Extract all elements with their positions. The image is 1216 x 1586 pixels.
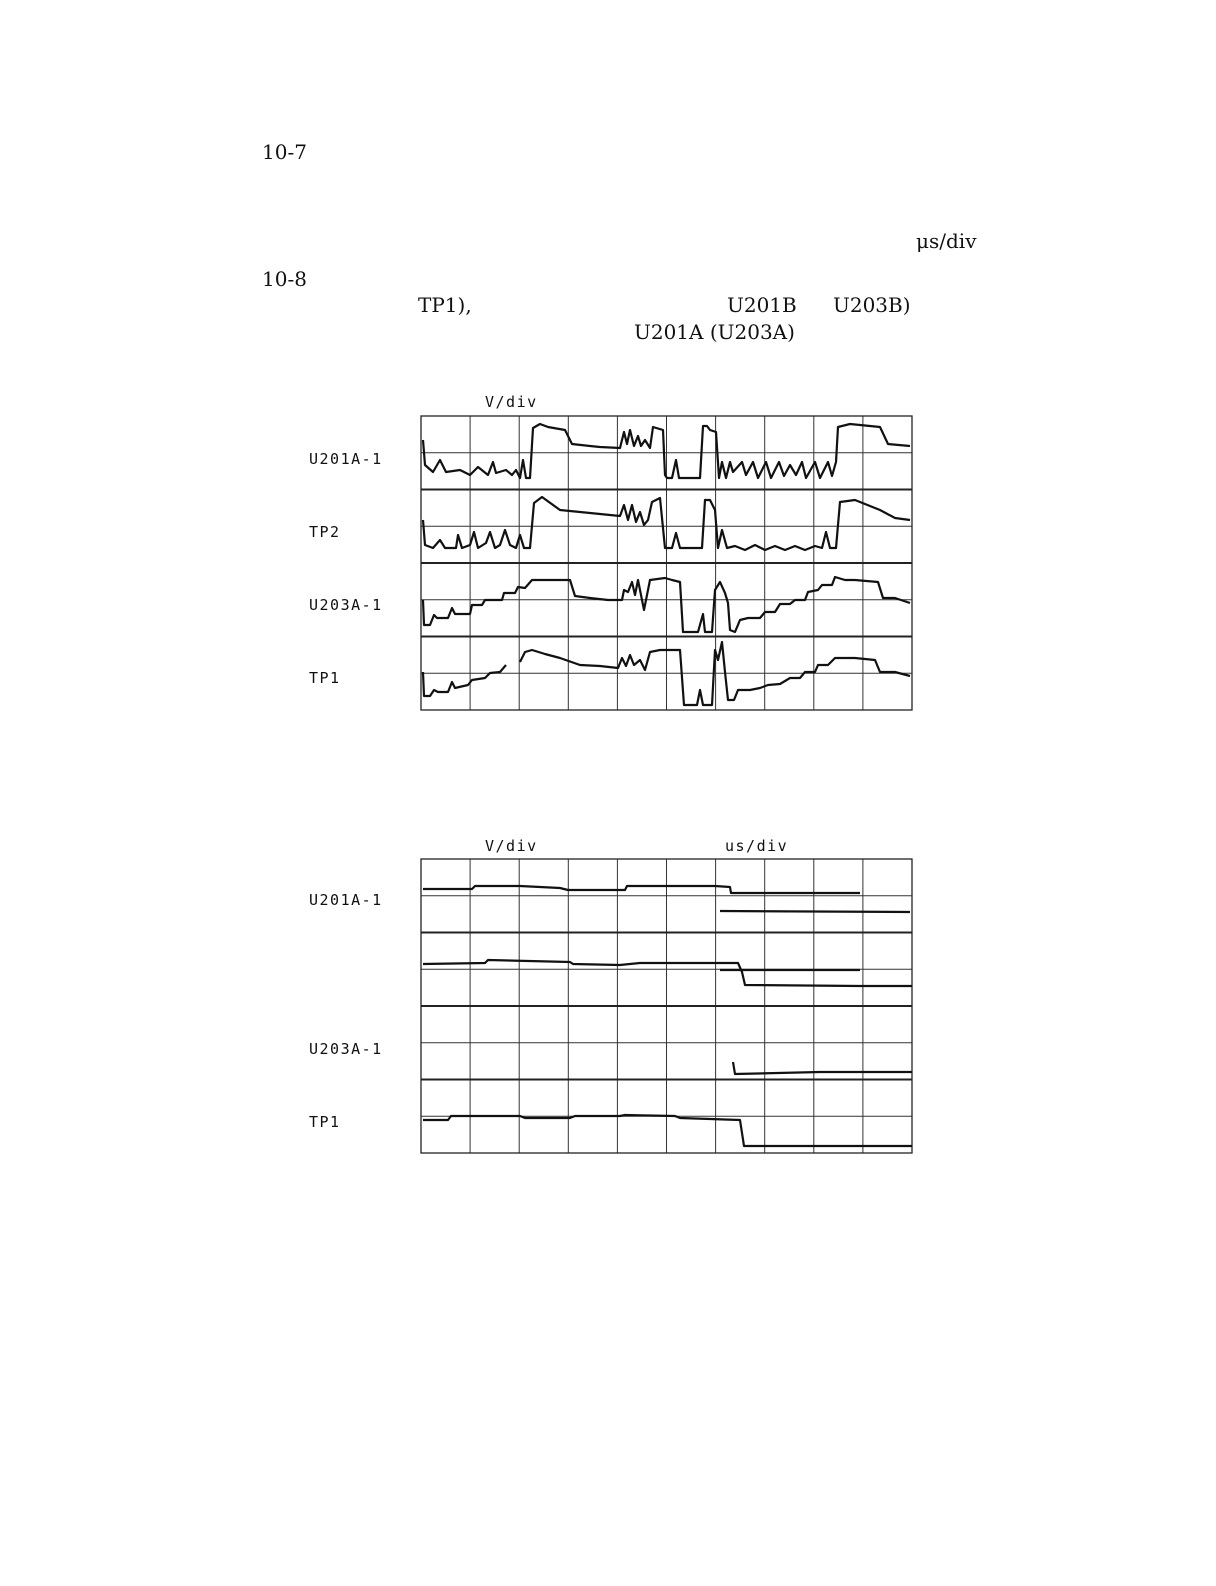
paragraph-10-7-number: 10-7 (262, 140, 307, 164)
fig2-trace-tp1 (423, 1115, 912, 1146)
fig1-channel-label: U203A-1 (309, 596, 383, 614)
paragraph-10-7-units: μs/div (916, 229, 977, 253)
fig1-vdiv-label: V/div (485, 393, 538, 411)
fig2-trace-u201a-1-upper (423, 886, 860, 893)
fig2-vdiv-label: V/div (485, 837, 538, 855)
fig1-channel-label: U201A-1 (309, 450, 383, 468)
fig1-grid (421, 416, 912, 710)
fig2-channel-label: TP1 (309, 1113, 341, 1131)
fig2-time-label: us/div (725, 837, 789, 855)
paragraph-10-8-ref-u201b: U201B (727, 293, 797, 317)
fig2-traces (423, 886, 912, 1146)
paragraph-10-8-ref-tp1: TP1), (418, 293, 472, 317)
fig1-channel-label: TP2 (309, 523, 341, 541)
fig2-channel-label: U203A-1 (309, 1040, 383, 1058)
fig1-channel-label: TP1 (309, 669, 341, 687)
paragraph-10-8-ref-u203b: U203B) (833, 293, 911, 317)
fig2-trace-u201a-1-lower (720, 911, 910, 912)
paragraph-10-8-ref-u201a: U201A (U203A) (634, 320, 795, 344)
fig2-channel-label: U201A-1 (309, 891, 383, 909)
fig2-grid (421, 859, 912, 1153)
fig2-trace-u203a-1 (733, 1062, 912, 1074)
fig2-trace-middle-upper (423, 960, 912, 986)
paragraph-10-8-number: 10-8 (262, 267, 307, 291)
